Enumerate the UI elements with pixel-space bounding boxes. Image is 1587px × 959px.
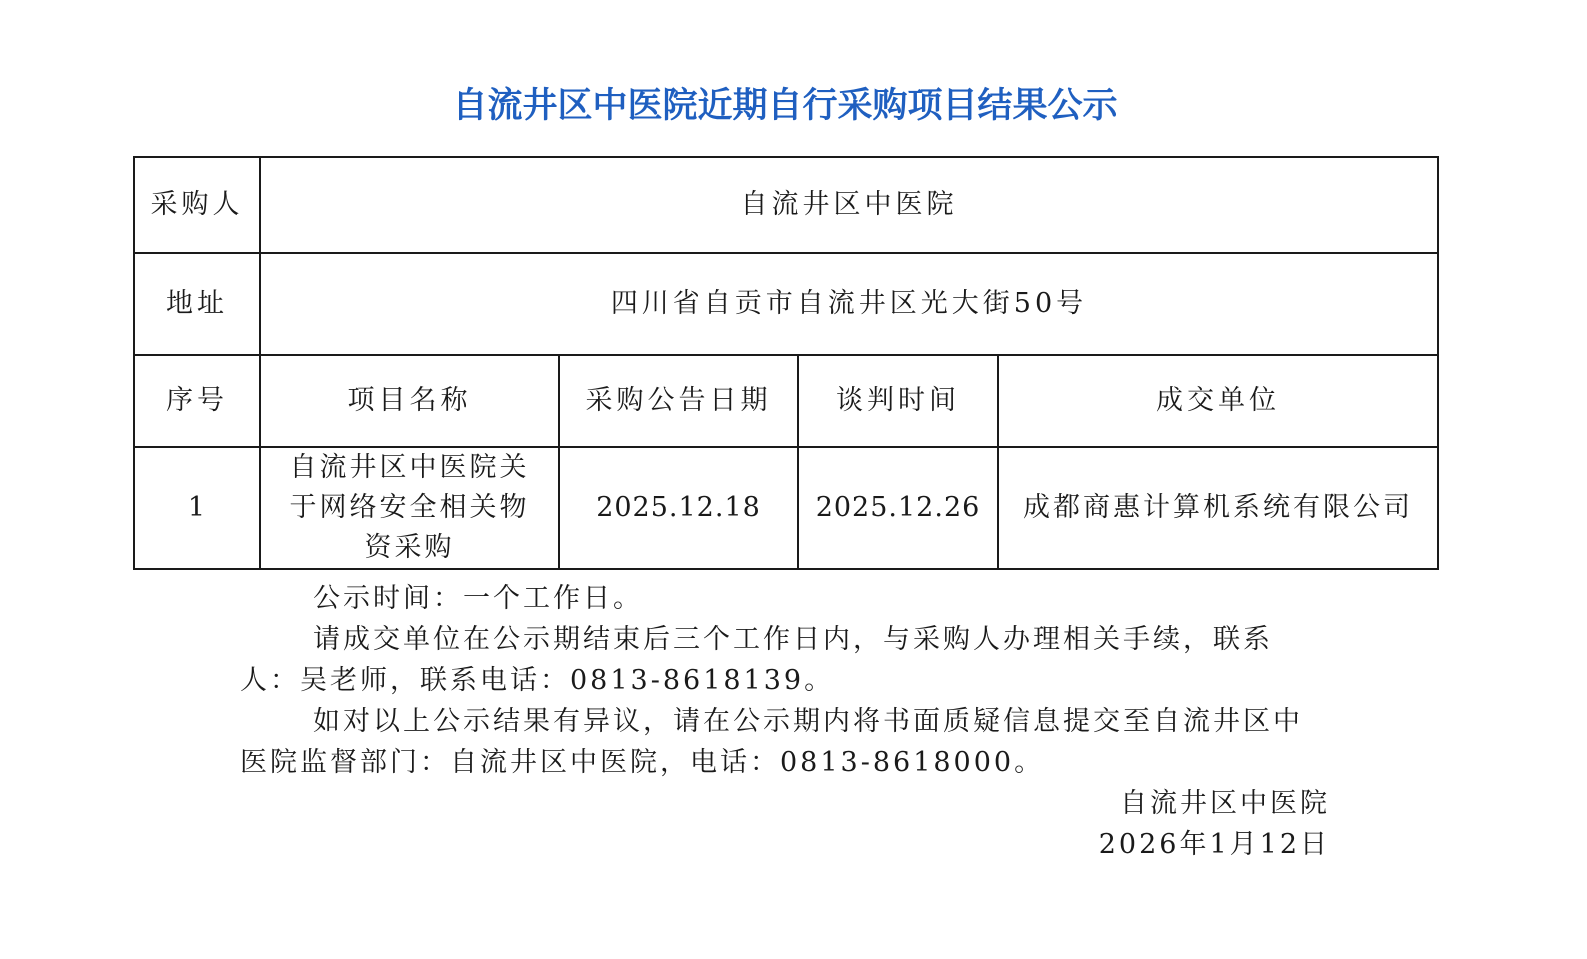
notice-objection: 如对以上公示结果有异议，请在公示期内将书面质疑信息提交至自流井区中医院监督部门：自流井区中医院，电话：0813-8618000。 — [240, 706, 1303, 778]
purchaser-row — [134, 157, 1438, 253]
address-label: 地址 — [134, 253, 260, 355]
row-announce-date: 2025.12.18 — [559, 447, 798, 569]
address-row — [134, 253, 1438, 355]
header-index: 序号 — [134, 355, 260, 447]
procurement-table — [133, 156, 1439, 570]
notice-signer: 自流井区中医院 — [1120, 788, 1330, 819]
purchaser-value: 自流井区中医院 — [260, 157, 1438, 253]
notice-date: 2026年1月12日 — [1098, 829, 1330, 860]
table-row — [134, 447, 1438, 569]
notice-contact: 请成交单位在公示期结束后三个工作日内，与采购人办理相关手续，联系人：吴老师，联系电话：0813-8618139。 — [240, 624, 1273, 696]
header-announce-date: 采购公告日期 — [559, 355, 798, 447]
address-value: 四川省自贡市自流井区光大街50号 — [260, 253, 1438, 355]
notice-text — [240, 578, 1330, 865]
header-row — [134, 355, 1438, 447]
notice-period: 公示时间：一个工作日。 — [313, 583, 643, 614]
row-negotiation-date: 2025.12.26 — [798, 447, 998, 569]
page-title: 自流井区中医院近期自行采购项目结果公示 — [452, 86, 1118, 126]
row-winner: 成都商惠计算机系统有限公司 — [998, 447, 1438, 569]
header-negotiation-date: 谈判时间 — [798, 355, 998, 447]
header-winner: 成交单位 — [998, 355, 1438, 447]
row-index: 1 — [134, 447, 260, 569]
row-project: 自流井区中医院关于网络安全相关物资采购 — [260, 447, 559, 569]
header-project: 项目名称 — [260, 355, 559, 447]
purchaser-label: 采购人 — [134, 157, 260, 253]
